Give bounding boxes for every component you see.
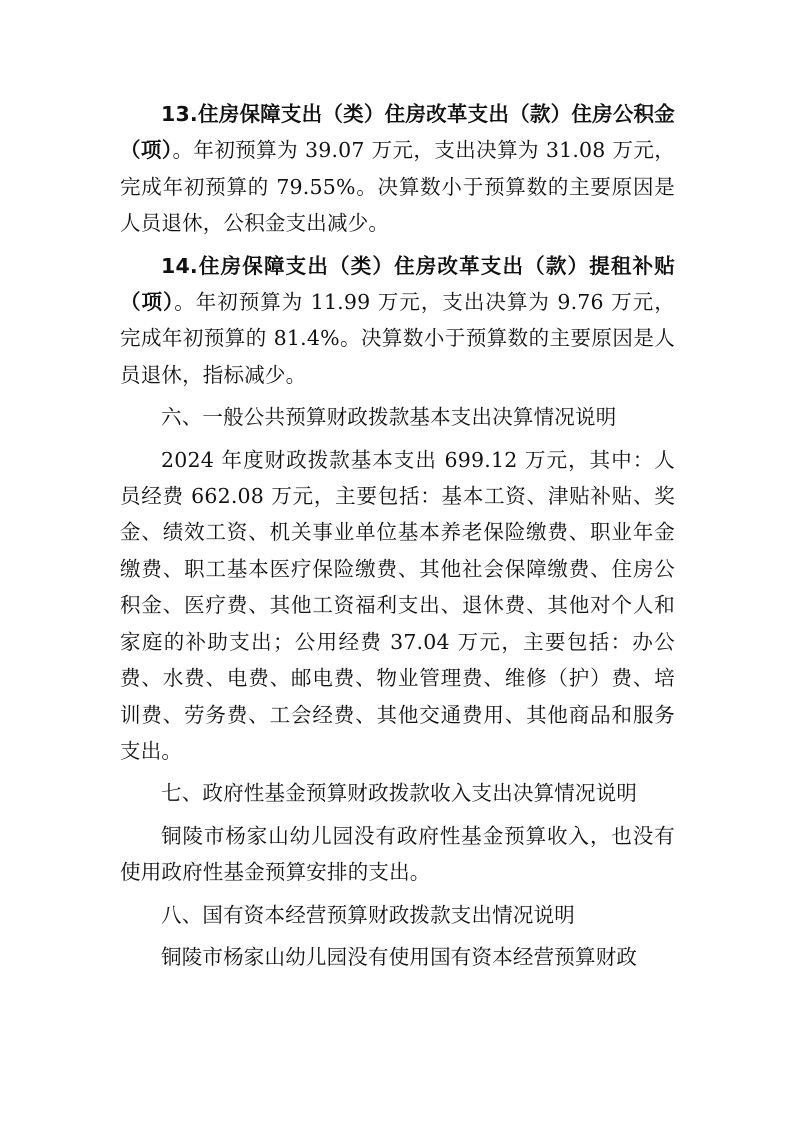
item-13-lead: 13.住房保障支出（类）住房改革支出（款）住房公积金（项）	[120, 102, 675, 163]
paragraph-item-14	[120, 248, 675, 394]
item-14-body: 。年初预算为 11.99 万元，支出决算为 9.76 万元，完成年初预算的 81.4%。决算数小于预算数的主要原因是人员退休，指标减少。	[120, 290, 675, 387]
section-6-heading: 六、一般公共预算财政拨款基本支出决算情况说明	[161, 405, 617, 430]
section-7-body: 铜陵市杨家山幼儿园没有政府性基金预算收入，也没有使用政府性基金预算安排的支出。	[120, 823, 675, 885]
section-8-body: 铜陵市杨家山幼儿园没有使用国有资本经营预算财政	[161, 944, 638, 969]
section-8-heading: 八、国有资本经营预算财政拨款支出情况说明	[161, 902, 575, 927]
item-14-lead: 14.住房保障支出（类）住房改革支出（款）提租补贴（项）	[120, 253, 675, 315]
document-page	[120, 96, 675, 981]
section-6-body: 2024 年度财政拨款基本支出 699.12 万元，其中：人员经费 662.08 万元，主要包括：基本工资、津贴补贴、奖金、绩效工资、机关事业单位基本养老保险缴费、职业年金缴费、职工基本医疗保险缴费、其他社会保障缴费、住房公积金、医疗费、其他工资福利支出、退休费、其他对个人和家庭的补助支出；公用经费 37.04 万元，主要包括：办公费、水费、电费、邮电费、物业管理费、维修（护）费、培训费、劳务费、工会经费、其他交通费用、其他商品和服务支出。	[120, 447, 675, 763]
item-13-body: 。年初预算为 39.07 万元，支出决算为 31.08 万元，完成年初预算的 79.55%。决算数小于预算数的主要原因是人员退休，公积金支出减少。	[120, 138, 676, 236]
section-7-heading: 七、政府性基金预算财政拨款收入支出决算情况说明	[161, 781, 638, 806]
paragraph-item-13	[120, 96, 675, 242]
